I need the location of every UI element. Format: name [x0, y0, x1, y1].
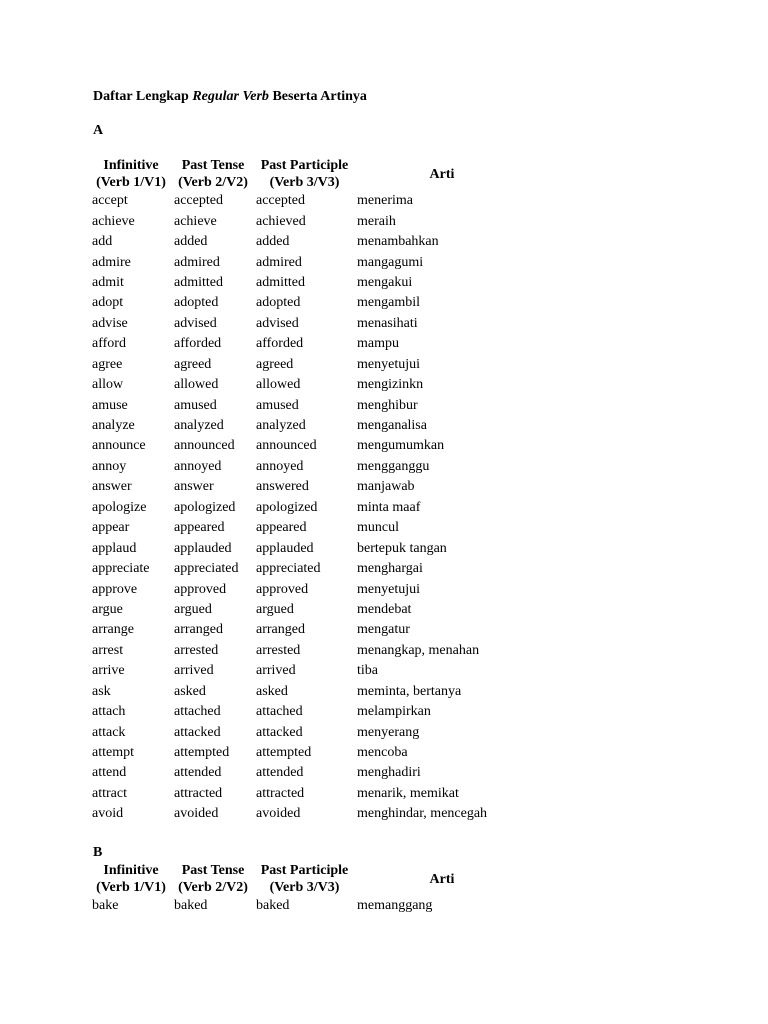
- cell-past-tense: attempted: [174, 745, 230, 761]
- cell-infinitive: approve: [92, 581, 138, 597]
- cell-past-participle: baked: [256, 898, 290, 914]
- table-row: [90, 314, 529, 334]
- cell-infinitive: attract: [92, 785, 127, 801]
- cell-infinitive: allow: [92, 377, 124, 393]
- cell-infinitive: amuse: [92, 397, 128, 413]
- cell-past-tense: arrived: [174, 663, 214, 679]
- header-infinitive: [90, 157, 172, 191]
- header-line: (Verb 2/V2): [178, 175, 248, 190]
- table-row: [90, 416, 529, 436]
- table-row: [90, 579, 529, 599]
- cell-past-tense: avoided: [174, 806, 219, 822]
- cell-past-participle: agreed: [256, 356, 294, 372]
- cell-arti: meraih: [357, 213, 396, 229]
- header-line: Past Tense: [181, 863, 245, 878]
- cell-arti: mengambil: [357, 295, 420, 311]
- cell-past-participle: achieved: [256, 213, 306, 229]
- header-line: (Verb 1/V1): [96, 880, 166, 895]
- cell-past-participle: arrived: [256, 663, 296, 679]
- cell-infinitive: accept: [92, 193, 128, 209]
- cell-past-tense: appreciated: [174, 561, 239, 577]
- cell-infinitive: add: [92, 234, 113, 250]
- table-row: [90, 375, 529, 395]
- cell-infinitive: appear: [92, 520, 130, 536]
- cell-past-tense: allowed: [174, 377, 219, 393]
- table-row: [90, 538, 529, 558]
- cell-past-participle: admitted: [256, 274, 305, 290]
- cell-past-tense: attached: [174, 704, 221, 720]
- cell-past-participle: amused: [256, 397, 299, 413]
- cell-past-participle: approved: [256, 581, 309, 597]
- cell-past-tense: added: [174, 234, 208, 250]
- cell-past-participle: asked: [256, 683, 288, 699]
- table-body-b: [90, 896, 529, 916]
- cell-arti: menarik, memikat: [357, 785, 459, 801]
- header-line: Infinitive: [103, 863, 159, 878]
- cell-past-tense: arrested: [174, 642, 219, 658]
- cell-past-tense: advised: [174, 315, 217, 331]
- cell-past-tense: apologized: [174, 499, 236, 515]
- table-row: [90, 743, 529, 763]
- cell-past-tense: answer: [174, 479, 214, 495]
- header-line: Past Tense: [181, 158, 245, 173]
- cell-past-tense: admired: [174, 254, 220, 270]
- cell-infinitive: achieve: [92, 213, 135, 229]
- cell-infinitive: arrive: [92, 663, 125, 679]
- cell-arti: melampirkan: [357, 704, 431, 720]
- cell-arti: menambahkan: [357, 234, 439, 250]
- cell-past-tense: asked: [174, 683, 206, 699]
- table-row: [90, 334, 529, 354]
- table-row: [90, 600, 529, 620]
- cell-infinitive: attack: [92, 724, 126, 740]
- table-header-row: [90, 157, 529, 191]
- cell-past-tense: attended: [174, 765, 222, 781]
- table-row: [90, 518, 529, 538]
- cell-arti: mengatur: [357, 622, 410, 638]
- cell-past-participle: allowed: [256, 377, 301, 393]
- cell-arti: mengumumkan: [357, 438, 445, 454]
- cell-arti: menyetujui: [357, 581, 420, 597]
- cell-arti: menerima: [357, 193, 413, 209]
- title-prefix: Daftar Lengkap: [93, 89, 193, 104]
- section-letter-b: B: [93, 845, 103, 860]
- table-row: [90, 498, 529, 518]
- cell-arti: manjawab: [357, 479, 415, 495]
- cell-past-tense: annoyed: [174, 458, 222, 474]
- cell-infinitive: annoy: [92, 458, 127, 474]
- table-row: [90, 293, 529, 313]
- cell-arti: memanggang: [357, 898, 433, 914]
- header-past-participle: [254, 157, 355, 191]
- cell-past-tense: achieve: [174, 213, 217, 229]
- table-row: [90, 763, 529, 783]
- cell-infinitive: answer: [92, 479, 132, 495]
- page-title: [93, 88, 367, 106]
- table-row: [90, 252, 529, 272]
- cell-infinitive: adopt: [92, 295, 124, 311]
- header-line: Infinitive: [103, 158, 159, 173]
- cell-past-participle: annoyed: [256, 458, 304, 474]
- header-line: (Verb 3/V3): [269, 880, 340, 895]
- cell-past-tense: admitted: [174, 274, 223, 290]
- table-row: [90, 784, 529, 804]
- cell-infinitive: attempt: [92, 745, 134, 761]
- cell-past-tense: amused: [174, 397, 217, 413]
- cell-past-participle: attacked: [256, 724, 303, 740]
- cell-infinitive: arrange: [92, 622, 134, 638]
- header-past-tense: [172, 157, 254, 191]
- cell-past-participle: arranged: [256, 622, 305, 638]
- cell-infinitive: agree: [92, 356, 123, 372]
- header-line: Past Participle: [260, 158, 349, 173]
- header-infinitive: [90, 862, 172, 896]
- cell-past-tense: approved: [174, 581, 227, 597]
- cell-infinitive: arrest: [92, 642, 124, 658]
- table-row: [90, 682, 529, 702]
- table-row: [90, 641, 529, 661]
- cell-infinitive: announce: [92, 438, 146, 454]
- cell-arti: menghadiri: [357, 765, 421, 781]
- cell-past-tense: announced: [174, 438, 235, 454]
- cell-arti: mangagumi: [357, 254, 424, 270]
- cell-past-tense: analyzed: [174, 418, 224, 434]
- table-row: [90, 273, 529, 293]
- cell-past-participle: attached: [256, 704, 303, 720]
- cell-arti: menyetujui: [357, 356, 420, 372]
- verb-table-b: [90, 862, 529, 916]
- header-arti: Arti: [429, 871, 455, 887]
- cell-infinitive: attend: [92, 765, 127, 781]
- header-past-participle: [254, 862, 355, 896]
- cell-past-participle: afforded: [256, 336, 304, 352]
- cell-past-tense: baked: [174, 898, 208, 914]
- cell-arti: menganalisa: [357, 418, 427, 434]
- cell-past-tense: argued: [174, 601, 212, 617]
- cell-infinitive: avoid: [92, 806, 124, 822]
- cell-past-participle: attended: [256, 765, 304, 781]
- cell-arti: mencoba: [357, 745, 408, 761]
- cell-past-participle: appeared: [256, 520, 307, 536]
- cell-arti: bertepuk tangan: [357, 540, 447, 556]
- cell-infinitive: analyze: [92, 418, 135, 434]
- verb-table-a: [90, 157, 529, 825]
- cell-arti: menyerang: [357, 724, 420, 740]
- cell-past-participle: analyzed: [256, 418, 306, 434]
- header-line: (Verb 2/V2): [178, 880, 248, 895]
- table-row: [90, 702, 529, 722]
- cell-past-tense: attacked: [174, 724, 221, 740]
- table-row: [90, 722, 529, 742]
- cell-arti: menghargai: [357, 561, 423, 577]
- cell-past-tense: accepted: [174, 193, 223, 209]
- cell-arti: mengganggu: [357, 458, 430, 474]
- cell-past-participle: answered: [256, 479, 309, 495]
- cell-past-participle: arrested: [256, 642, 301, 658]
- cell-infinitive: bake: [92, 898, 119, 914]
- table-row: [90, 661, 529, 681]
- table-row: [90, 191, 529, 211]
- table-row: [90, 232, 529, 252]
- header-line: Past Participle: [260, 863, 349, 878]
- cell-past-participle: argued: [256, 601, 294, 617]
- cell-past-participle: applauded: [256, 540, 314, 556]
- cell-arti: menghibur: [357, 397, 418, 413]
- cell-arti: mengakui: [357, 274, 413, 290]
- cell-arti: menghindar, mencegah: [357, 806, 488, 822]
- cell-infinitive: afford: [92, 336, 126, 352]
- cell-past-tense: arranged: [174, 622, 223, 638]
- cell-past-participle: added: [256, 234, 290, 250]
- cell-past-participle: advised: [256, 315, 299, 331]
- cell-infinitive: advise: [92, 315, 128, 331]
- cell-infinitive: applaud: [92, 540, 137, 556]
- cell-infinitive: admire: [92, 254, 131, 270]
- cell-infinitive: ask: [92, 683, 111, 699]
- header-past-tense: [172, 862, 254, 896]
- header-arti: Arti: [429, 166, 455, 182]
- cell-past-participle: avoided: [256, 806, 301, 822]
- table-body-a: [90, 191, 529, 825]
- cell-arti: meminta, bertanya: [357, 683, 462, 699]
- cell-infinitive: attach: [92, 704, 126, 720]
- cell-infinitive: apologize: [92, 499, 147, 515]
- cell-arti: menasihati: [357, 315, 418, 331]
- cell-infinitive: appreciate: [92, 561, 150, 577]
- cell-arti: mampu: [357, 336, 399, 352]
- table-row: [90, 211, 529, 231]
- section-letter-a: A: [93, 123, 104, 138]
- cell-past-tense: applauded: [174, 540, 232, 556]
- cell-past-tense: attracted: [174, 785, 223, 801]
- cell-past-participle: apologized: [256, 499, 318, 515]
- table-row: [90, 395, 529, 415]
- cell-past-participle: attempted: [256, 745, 312, 761]
- cell-arti: muncul: [357, 520, 399, 536]
- table-row: [90, 896, 529, 916]
- cell-infinitive: admit: [92, 274, 124, 290]
- cell-infinitive: argue: [92, 601, 123, 617]
- title-italic: Regular Verb: [192, 89, 269, 104]
- table-row: [90, 620, 529, 640]
- title-suffix: Beserta Artinya: [268, 89, 367, 104]
- header-line: (Verb 1/V1): [96, 175, 166, 190]
- table-row: [90, 457, 529, 477]
- cell-arti: mendebat: [357, 601, 412, 617]
- cell-past-tense: appeared: [174, 520, 225, 536]
- table-row: [90, 477, 529, 497]
- header-line: (Verb 3/V3): [269, 175, 340, 190]
- cell-past-participle: attracted: [256, 785, 305, 801]
- cell-past-participle: adopted: [256, 295, 301, 311]
- cell-past-tense: agreed: [174, 356, 212, 372]
- cell-past-tense: afforded: [174, 336, 222, 352]
- cell-past-participle: accepted: [256, 193, 305, 209]
- cell-past-tense: adopted: [174, 295, 219, 311]
- cell-arti: tiba: [357, 663, 378, 679]
- table-header-row: [90, 862, 529, 896]
- table-row: [90, 355, 529, 375]
- cell-past-participle: announced: [256, 438, 317, 454]
- table-row: [90, 559, 529, 579]
- cell-past-participle: admired: [256, 254, 302, 270]
- cell-arti: minta maaf: [357, 499, 421, 515]
- table-row: [90, 436, 529, 456]
- cell-arti: menangkap, menahan: [357, 642, 480, 658]
- table-row: [90, 804, 529, 824]
- cell-past-participle: appreciated: [256, 561, 321, 577]
- cell-arti: mengizinkn: [357, 377, 424, 393]
